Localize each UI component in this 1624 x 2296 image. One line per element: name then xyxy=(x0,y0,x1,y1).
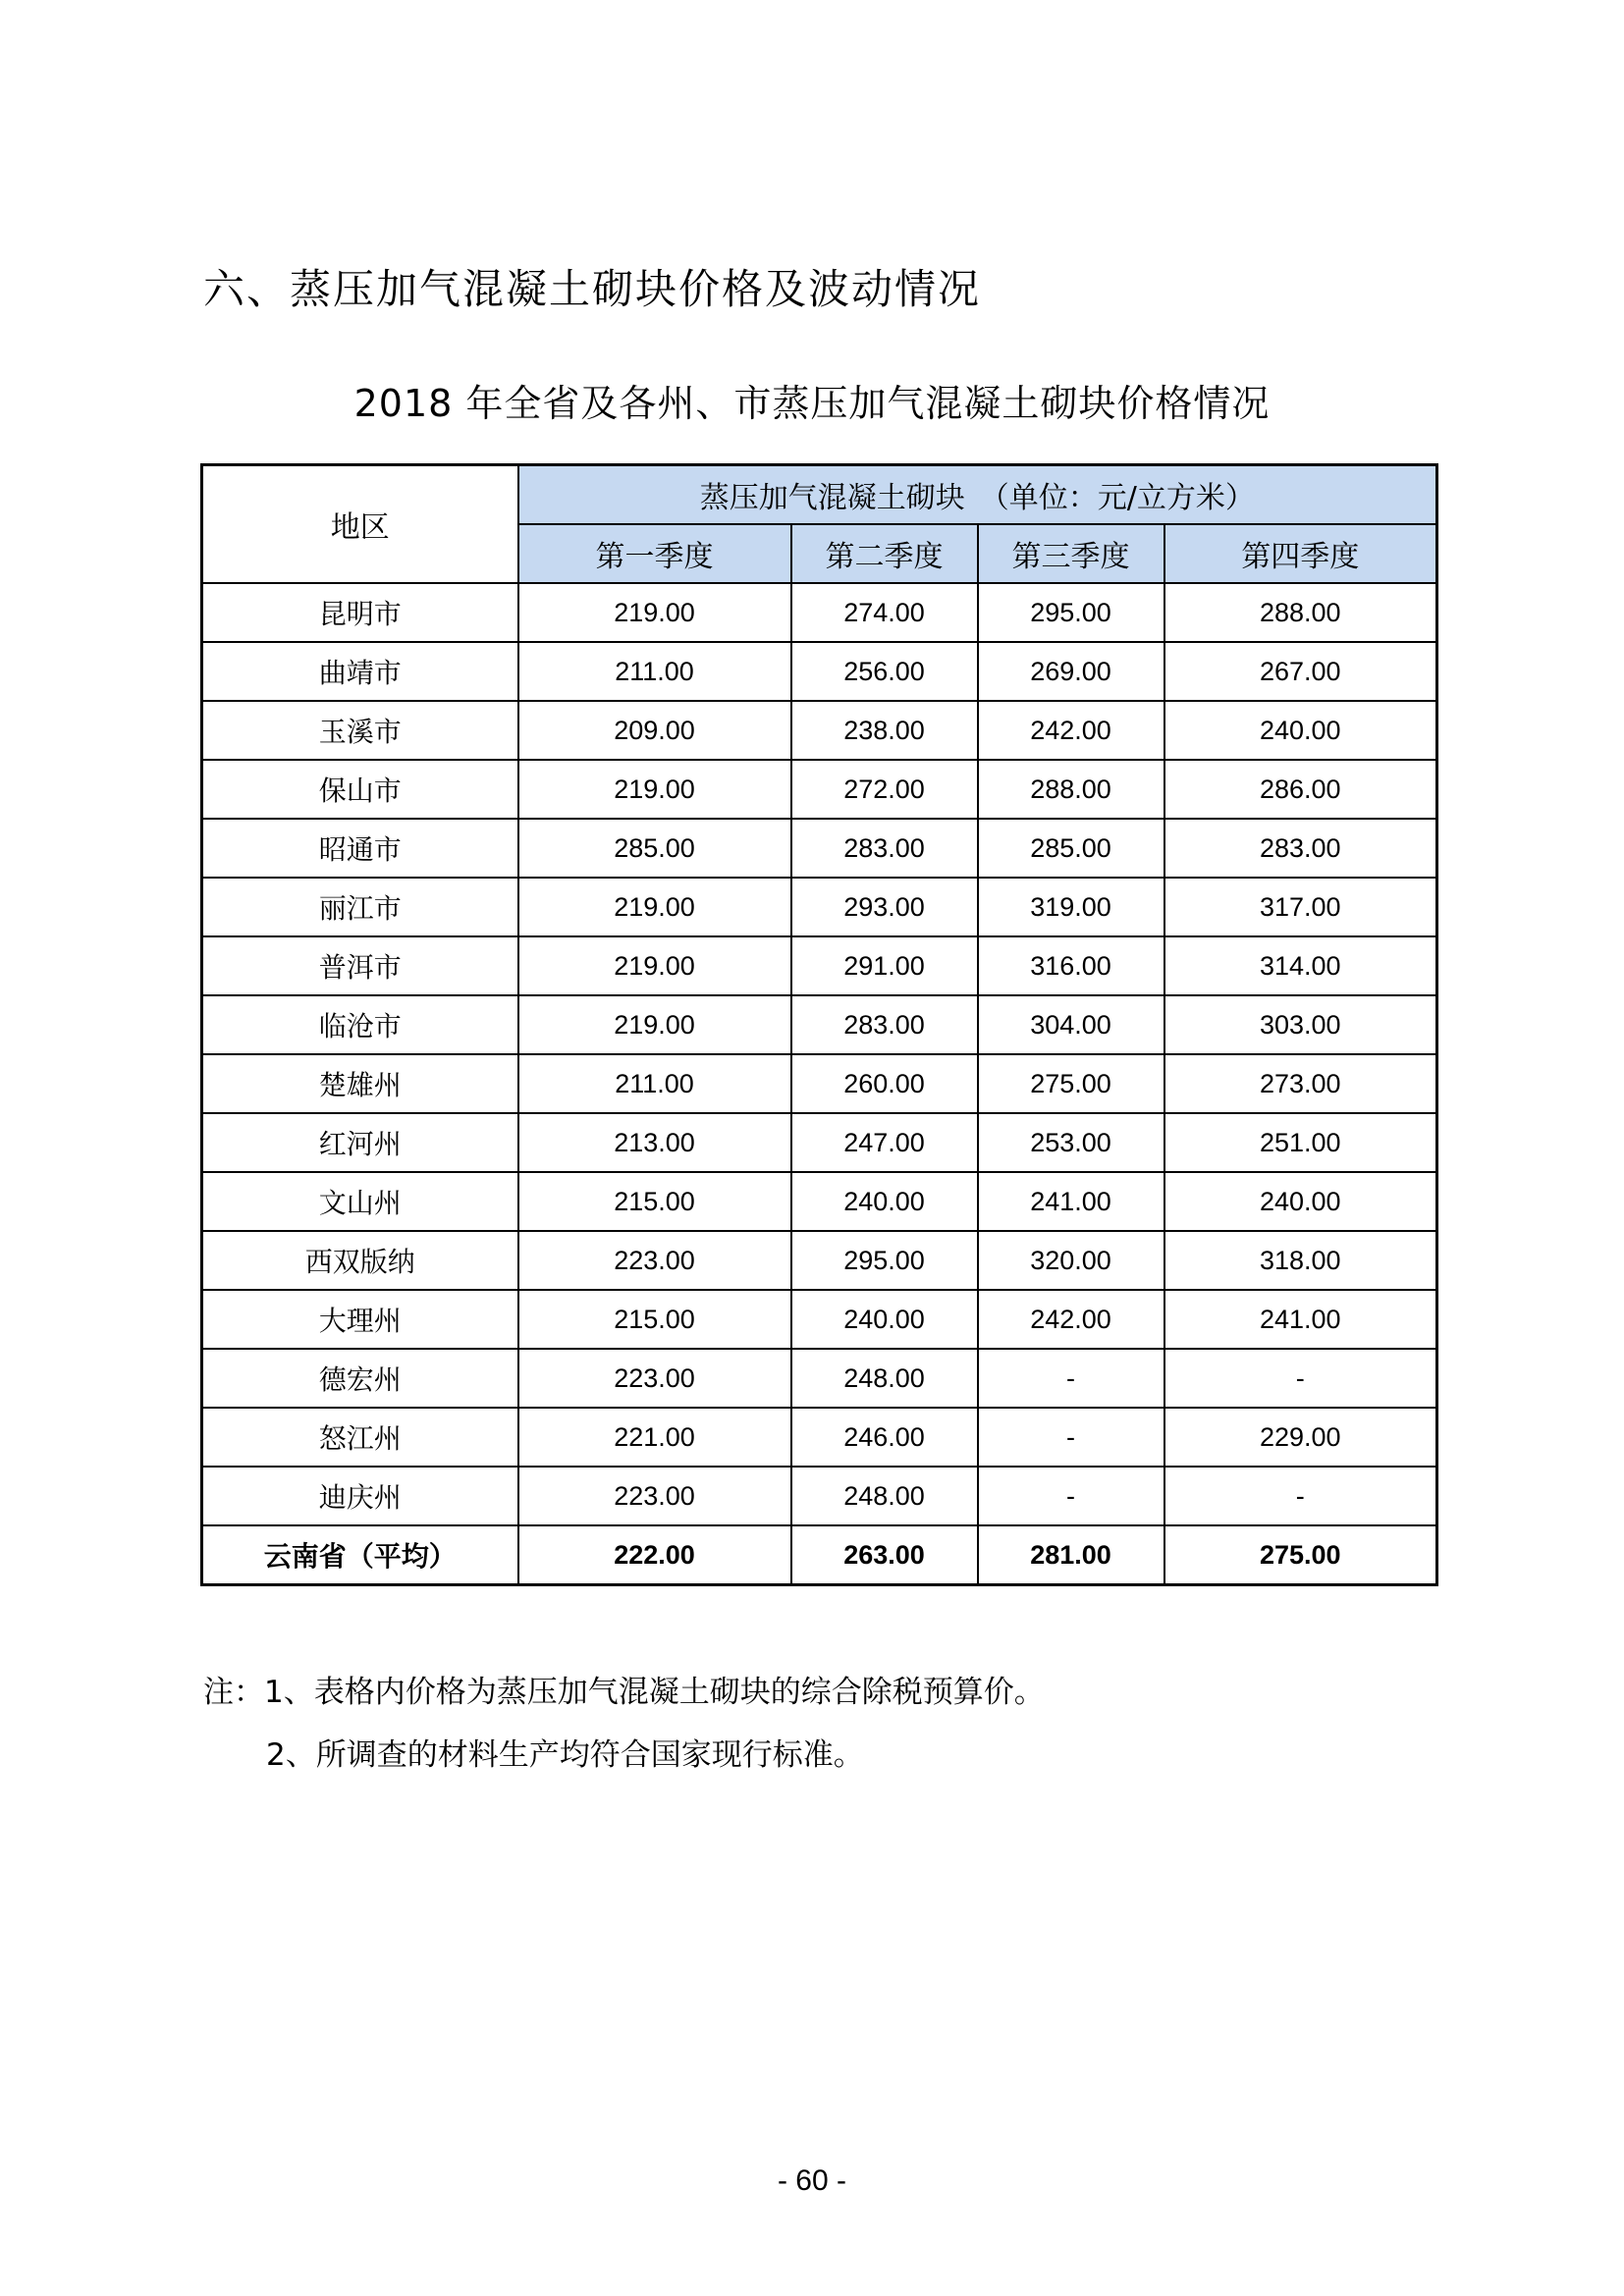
average-row xyxy=(202,1525,1437,1585)
q3-cell: - xyxy=(978,1467,1164,1525)
note-1: 注：1、表格内价格为蒸压加气混凝土砌块的综合除税预算价。 xyxy=(203,1675,1045,1710)
q1-cell: 211.00 xyxy=(518,1054,791,1113)
q4-cell: 240.00 xyxy=(1164,1172,1437,1231)
q4-cell: - xyxy=(1164,1349,1437,1408)
page-number: - 60 - xyxy=(777,2164,847,2197)
q1-cell: 209.00 xyxy=(518,701,791,760)
table-row xyxy=(202,583,1437,642)
table-row xyxy=(202,878,1437,936)
region-cell: 红河州 xyxy=(202,1113,518,1172)
q3-cell: 281.00 xyxy=(978,1525,1164,1585)
q2-cell: 274.00 xyxy=(791,583,978,642)
region-cell: 昆明市 xyxy=(202,583,518,642)
q3-cell: - xyxy=(978,1349,1164,1408)
region-cell: 昭通市 xyxy=(202,819,518,878)
quarter-header-3: 第三季度 xyxy=(978,524,1164,583)
q2-cell: 263.00 xyxy=(791,1525,978,1585)
q4-cell: 283.00 xyxy=(1164,819,1437,878)
q1-cell: 219.00 xyxy=(518,583,791,642)
q1-cell: 223.00 xyxy=(518,1231,791,1290)
quarter-header-4: 第四季度 xyxy=(1164,524,1437,583)
q1-cell: 215.00 xyxy=(518,1172,791,1231)
table-row xyxy=(202,1467,1437,1525)
q2-cell: 246.00 xyxy=(791,1408,978,1467)
quarter-header-1: 第一季度 xyxy=(518,524,791,583)
q3-cell: 304.00 xyxy=(978,995,1164,1054)
q4-cell: 229.00 xyxy=(1164,1408,1437,1467)
q2-cell: 283.00 xyxy=(791,819,978,878)
region-cell: 怒江州 xyxy=(202,1408,518,1467)
table-row xyxy=(202,1113,1437,1172)
q2-cell: 295.00 xyxy=(791,1231,978,1290)
region-cell: 保山市 xyxy=(202,760,518,819)
q1-cell: 223.00 xyxy=(518,1467,791,1525)
q2-cell: 247.00 xyxy=(791,1113,978,1172)
q3-cell: 241.00 xyxy=(978,1172,1164,1231)
table-row xyxy=(202,995,1437,1054)
q4-cell: 241.00 xyxy=(1164,1290,1437,1349)
q3-cell: 320.00 xyxy=(978,1231,1164,1290)
q3-cell: 295.00 xyxy=(978,583,1164,642)
region-cell: 丽江市 xyxy=(202,878,518,936)
q4-cell: 303.00 xyxy=(1164,995,1437,1054)
table-row xyxy=(202,701,1437,760)
table-row xyxy=(202,760,1437,819)
region-header: 地区 xyxy=(202,465,518,584)
q1-cell: 211.00 xyxy=(518,642,791,701)
q1-cell: 221.00 xyxy=(518,1408,791,1467)
q3-cell: - xyxy=(978,1408,1164,1467)
q2-cell: 283.00 xyxy=(791,995,978,1054)
table-title: 2018 年全省及各州、市蒸压加气混凝土砌块价格情况 xyxy=(353,382,1271,425)
q4-cell: 288.00 xyxy=(1164,583,1437,642)
q1-cell: 222.00 xyxy=(518,1525,791,1585)
q4-cell: 275.00 xyxy=(1164,1525,1437,1585)
table-row xyxy=(202,1408,1437,1467)
q2-cell: 272.00 xyxy=(791,760,978,819)
region-cell: 曲靖市 xyxy=(202,642,518,701)
table-row xyxy=(202,1290,1437,1349)
q3-cell: 319.00 xyxy=(978,878,1164,936)
q1-cell: 223.00 xyxy=(518,1349,791,1408)
q3-cell: 288.00 xyxy=(978,760,1164,819)
q3-cell: 285.00 xyxy=(978,819,1164,878)
region-cell: 德宏州 xyxy=(202,1349,518,1408)
q1-cell: 219.00 xyxy=(518,936,791,995)
region-cell: 普洱市 xyxy=(202,936,518,995)
q2-cell: 260.00 xyxy=(791,1054,978,1113)
region-cell: 西双版纳 xyxy=(202,1231,518,1290)
table-row xyxy=(202,1349,1437,1408)
q3-cell: 269.00 xyxy=(978,642,1164,701)
q4-cell: 251.00 xyxy=(1164,1113,1437,1172)
q4-cell: 240.00 xyxy=(1164,701,1437,760)
q2-cell: 248.00 xyxy=(791,1349,978,1408)
q3-cell: 253.00 xyxy=(978,1113,1164,1172)
q2-cell: 240.00 xyxy=(791,1290,978,1349)
table-row xyxy=(202,1054,1437,1113)
q3-cell: 275.00 xyxy=(978,1054,1164,1113)
q4-cell: 318.00 xyxy=(1164,1231,1437,1290)
notes xyxy=(203,1661,1045,1787)
region-cell: 临沧市 xyxy=(202,995,518,1054)
q1-cell: 213.00 xyxy=(518,1113,791,1172)
region-cell: 玉溪市 xyxy=(202,701,518,760)
q2-cell: 291.00 xyxy=(791,936,978,995)
q2-cell: 256.00 xyxy=(791,642,978,701)
q4-cell: 286.00 xyxy=(1164,760,1437,819)
q1-cell: 215.00 xyxy=(518,1290,791,1349)
q3-cell: 316.00 xyxy=(978,936,1164,995)
table-row xyxy=(202,1172,1437,1231)
q3-cell: 242.00 xyxy=(978,701,1164,760)
region-cell: 大理州 xyxy=(202,1290,518,1349)
note-2: 2、所调查的材料生产均符合国家现行标准。 xyxy=(266,1737,864,1773)
q4-cell: 317.00 xyxy=(1164,878,1437,936)
q1-cell: 219.00 xyxy=(518,878,791,936)
q2-cell: 240.00 xyxy=(791,1172,978,1231)
region-cell: 文山州 xyxy=(202,1172,518,1231)
q4-cell: - xyxy=(1164,1467,1437,1525)
q2-cell: 293.00 xyxy=(791,878,978,936)
table-row xyxy=(202,819,1437,878)
section-heading: 六、蒸压加气混凝土砌块价格及波动情况 xyxy=(203,265,982,313)
region-cell: 云南省（平均） xyxy=(202,1525,518,1585)
group-header: 蒸压加气混凝土砌块 （单位：元/立方米） xyxy=(518,465,1437,525)
region-cell: 楚雄州 xyxy=(202,1054,518,1113)
table-row xyxy=(202,642,1437,701)
q1-cell: 285.00 xyxy=(518,819,791,878)
table-row xyxy=(202,936,1437,995)
price-table xyxy=(200,463,1438,1586)
q3-cell: 242.00 xyxy=(978,1290,1164,1349)
q4-cell: 267.00 xyxy=(1164,642,1437,701)
q2-cell: 248.00 xyxy=(791,1467,978,1525)
region-cell: 迪庆州 xyxy=(202,1467,518,1525)
q4-cell: 314.00 xyxy=(1164,936,1437,995)
table-row xyxy=(202,1231,1437,1290)
q1-cell: 219.00 xyxy=(518,995,791,1054)
q2-cell: 238.00 xyxy=(791,701,978,760)
quarter-header-2: 第二季度 xyxy=(791,524,978,583)
q1-cell: 219.00 xyxy=(518,760,791,819)
q4-cell: 273.00 xyxy=(1164,1054,1437,1113)
